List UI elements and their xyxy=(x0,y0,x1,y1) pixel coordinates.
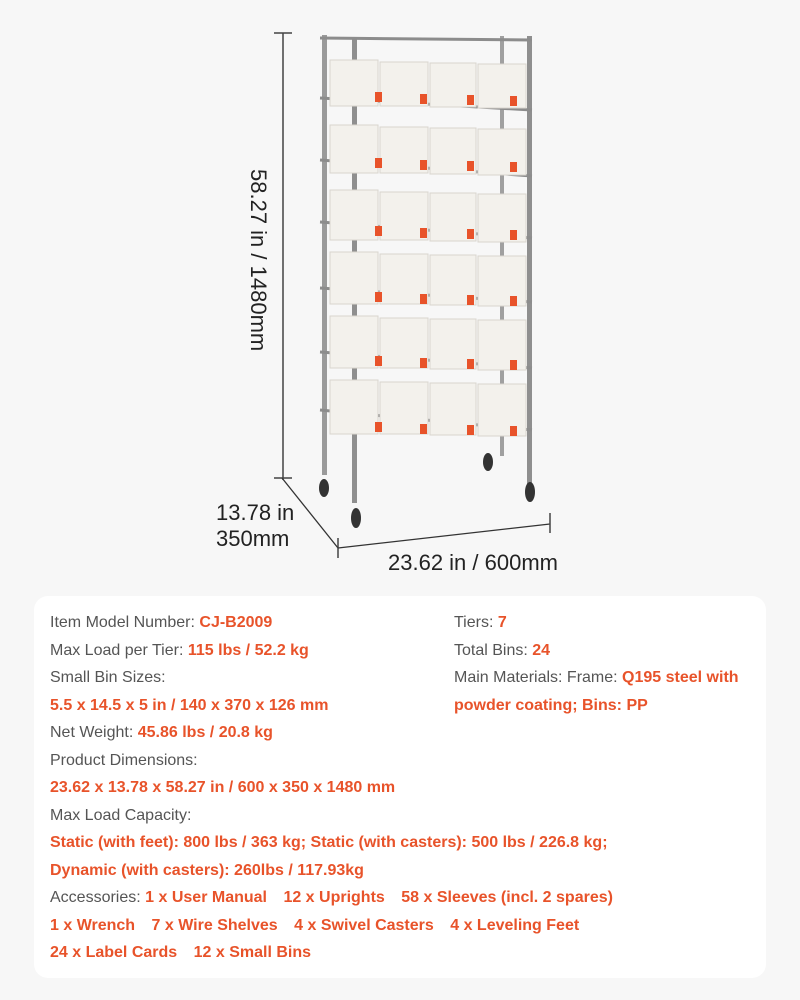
spec-bin-sizes-value xyxy=(50,696,328,716)
depth-label-mm: 350mm xyxy=(216,526,290,551)
spec-value: Q195 steel with xyxy=(622,669,739,686)
spec-label: Item Model Number: xyxy=(50,614,195,631)
spec-max-load-tier xyxy=(50,641,309,661)
specs-card xyxy=(34,596,766,978)
spec-model xyxy=(50,613,272,633)
spec-accessories-line3 xyxy=(50,943,311,963)
depth-dimension-label xyxy=(216,500,294,552)
accessory-item: 58 x Sleeves (incl. 2 spares) xyxy=(401,889,613,906)
accessory-item: 1 x Wrench xyxy=(50,917,136,934)
spec-materials-line2 xyxy=(454,696,648,716)
spec-label: Accessories: xyxy=(50,889,141,906)
spec-accessories-line1 xyxy=(50,888,613,908)
spec-label: Net Weight: xyxy=(50,724,134,741)
spec-value: 115 lbs / 52.2 kg xyxy=(187,642,309,659)
spec-materials xyxy=(454,668,739,688)
accessory-item: 12 x Uprights xyxy=(283,889,385,906)
accessory-item: 4 x Swivel Casters xyxy=(294,917,434,934)
spec-dimensions-value xyxy=(50,778,395,798)
spec-dimensions-label xyxy=(50,751,198,771)
spec-label: Max Load Capacity: xyxy=(50,807,192,824)
spec-value: 5.5 x 14.5 x 5 in / 140 x 370 x 126 mm xyxy=(50,697,329,714)
height-dimension-label: 58.27 in / 1480mm xyxy=(246,168,271,352)
spec-value: CJ-B2009 xyxy=(199,614,273,631)
spec-label: Total Bins: xyxy=(454,642,528,659)
spec-capacity-label xyxy=(50,806,191,826)
spec-label: Max Load per Tier: xyxy=(50,642,184,659)
spec-value: 23.62 x 13.78 x 58.27 in / 600 x 350 x 1480 mm xyxy=(50,779,396,796)
spec-value: 45.86 lbs / 20.8 kg xyxy=(137,724,273,741)
spec-net-weight xyxy=(50,723,273,743)
spec-tiers xyxy=(454,613,507,633)
spec-label: Tiers: xyxy=(454,614,494,631)
spec-label: Small Bin Sizes: xyxy=(50,669,166,686)
spec-value: Dynamic (with casters): 260lbs / 117.93kg xyxy=(50,862,364,879)
width-dimension-label: 23.62 in / 600mm xyxy=(388,550,558,575)
accessory-item: 7 x Wire Shelves xyxy=(151,917,278,934)
depth-label-in: 13.78 in xyxy=(216,500,295,525)
accessory-item: 4 x Leveling Feet xyxy=(450,917,580,934)
spec-capacity-line2 xyxy=(50,861,364,881)
accessory-item: 12 x Small Bins xyxy=(193,944,312,961)
spec-label: Main Materials: Frame: xyxy=(454,669,618,686)
spec-label: Product Dimensions: xyxy=(50,752,198,769)
spec-value: Static (with feet): 800 lbs / 363 kg; Static (with casters): 500 lbs / 226.8 kg; xyxy=(50,834,608,851)
spec-accessories-line2 xyxy=(50,916,579,936)
spec-value: powder coating; Bins: PP xyxy=(454,697,648,714)
accessory-item: 24 x Label Cards xyxy=(50,944,178,961)
accessory-item: 1 x User Manual xyxy=(145,889,267,906)
spec-bin-sizes-label xyxy=(50,668,166,688)
spec-capacity-line1 xyxy=(50,833,608,853)
spec-value: 7 xyxy=(497,614,507,631)
spec-value: 24 xyxy=(532,642,551,659)
spec-total-bins xyxy=(454,641,550,661)
